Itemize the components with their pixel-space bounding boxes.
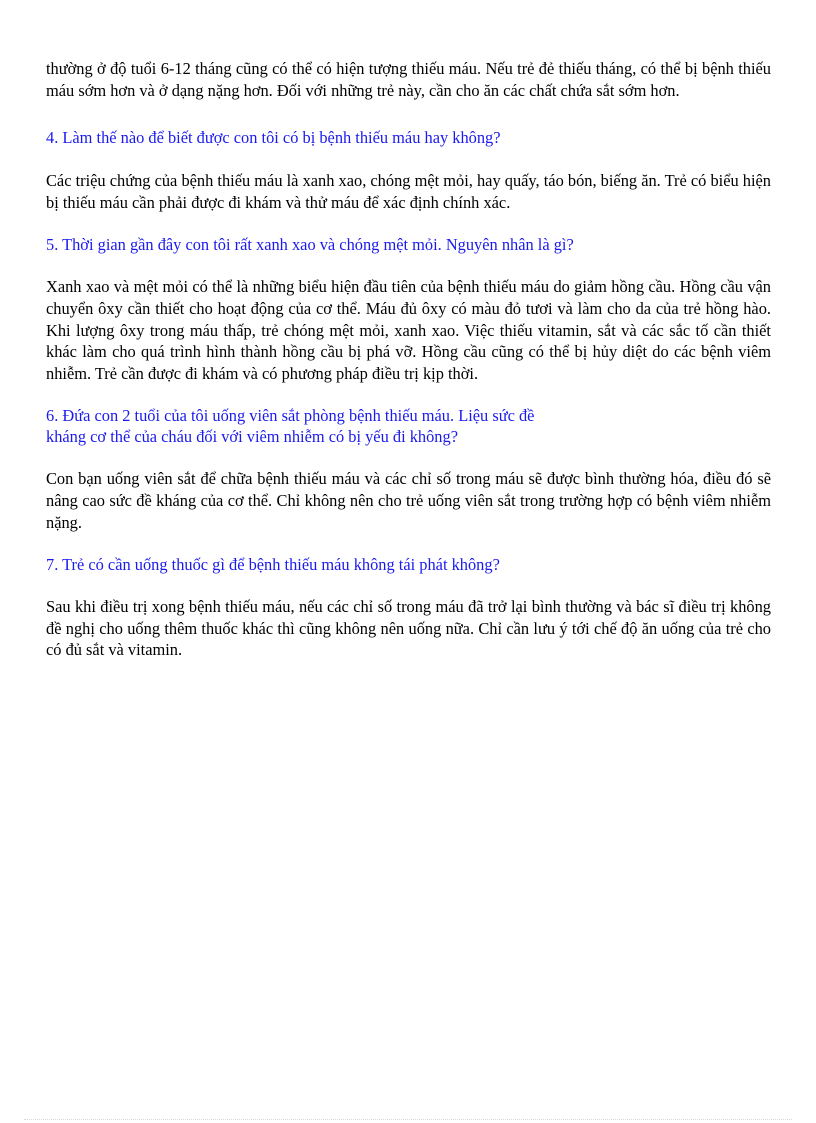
intro-paragraph: thường ở độ tuổi 6-12 tháng cũng có thể có hiện tượng thiếu máu. Nếu trẻ đẻ thiếu tháng, có thể bị bệnh thiếu máu sớm hơn và ở dạng nặng hơn. Đối với những trẻ này, cần cho ăn các chất chứa sắt sớm hơn. — [46, 59, 771, 100]
question-6-heading — [46, 405, 771, 448]
question-5-heading: 5. Thời gian gần đây con tôi rất xanh xao và chóng mệt mỏi. Nguyên nhân là gì? — [46, 234, 574, 254]
question-6-heading-line-1: 6. Đứa con 2 tuổi của tôi uống viên sắt phòng bệnh thiếu máu. Liệu sức đề — [46, 405, 535, 425]
page-bottom-divider — [24, 1119, 792, 1120]
question-6-heading-line-2: kháng cơ thể của cháu đối với viêm nhiễm có bị yếu đi không? — [46, 427, 458, 447]
question-7-heading: 7. Trẻ có cần uống thuốc gì để bệnh thiếu máu không tái phát không? — [46, 555, 500, 575]
question-4-answer: Các triệu chứng của bệnh thiếu máu là xanh xao, chóng mệt mỏi, hay quấy, táo bón, biếng ăn. Trẻ có biểu hiện bị thiếu máu cần phải được đi khám và thử máu để xác định chính xác. — [46, 171, 771, 212]
question-5-answer: Xanh xao và mệt mỏi có thể là những biểu hiện đầu tiên của bệnh thiếu máu do giảm hồng cầu. Hồng cầu vận chuyển ôxy cần thiết cho hoạt động của cơ thể. Máu đủ ôxy có màu đỏ tươi và làm cho da của trẻ hồng hào. Khi lượng ôxy trong máu thấp, trẻ chóng mệt mỏi, xanh xao. Việc thiếu vitamin, sắt và các sắc tố cần thiết khác làm cho quá trình hình thành hồng cầu bị phá vỡ. Hồng cầu cũng có thể bị hủy diệt do các bệnh viêm nhiễm. Trẻ cần được đi khám và có phương pháp điều trị kịp thời. — [46, 277, 771, 384]
question-7-answer: Sau khi điều trị xong bệnh thiếu máu, nếu các chỉ số trong máu đã trở lại bình thường và bác sĩ điều trị không đề nghị cho uống thêm thuốc khác thì cũng không nên uống nữa. Chỉ cần lưu ý tới chế độ ăn uống của trẻ cho có đủ sắt và vitamin. — [46, 596, 771, 660]
document-content — [46, 58, 771, 661]
question-6-answer: Con bạn uống viên sắt để chữa bệnh thiếu máu và các chỉ số trong máu sẽ được bình thường hóa, điều đó sẽ nâng cao sức đề kháng của cơ thể. Chỉ không nên cho trẻ uống viên sắt trong trường hợp có bệnh viêm nhiễm nặng. — [46, 469, 771, 532]
question-4-heading: 4. Làm thế nào để biết được con tôi có bị bệnh thiếu máu hay không? — [46, 128, 501, 148]
